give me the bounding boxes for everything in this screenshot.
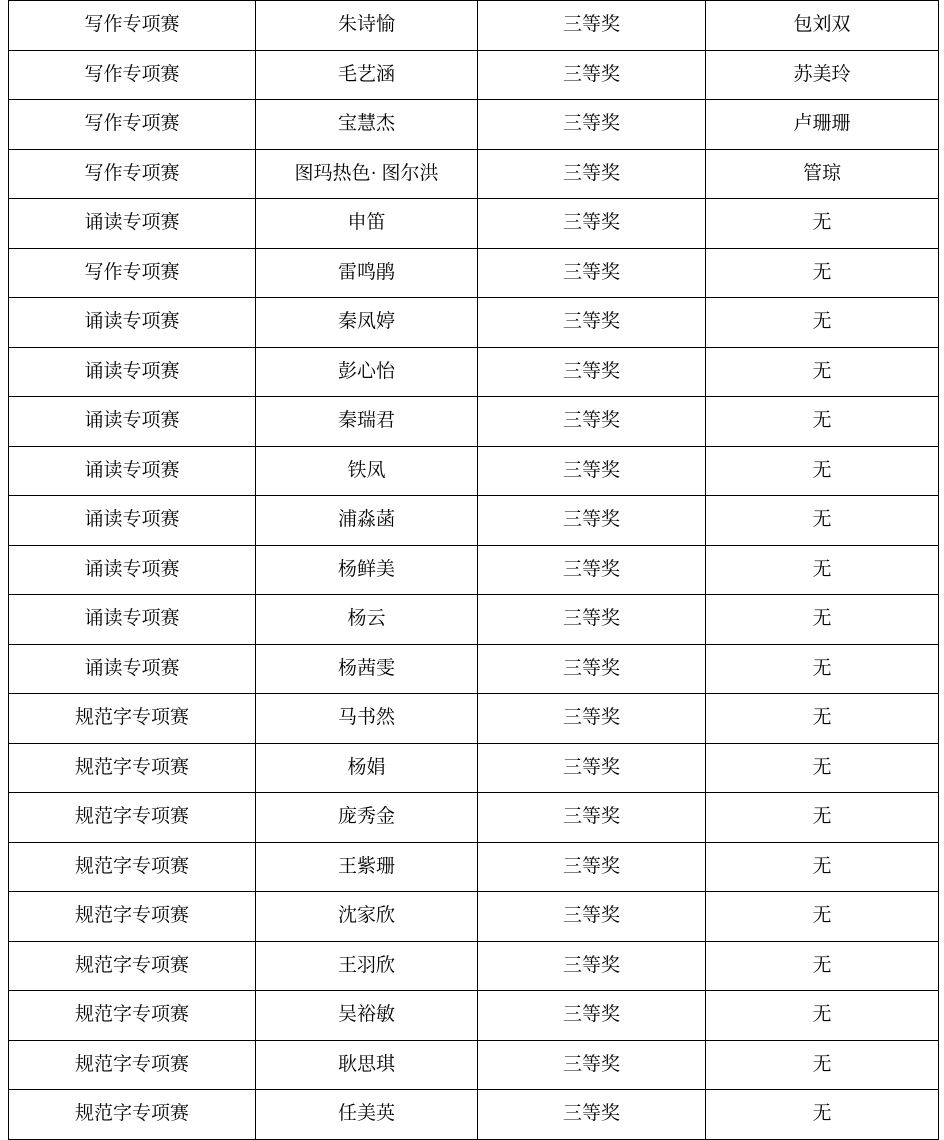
table-cell-award xyxy=(478,892,706,942)
cell-text: 三等奖 xyxy=(562,212,620,233)
cell-text: 三等奖 xyxy=(562,1103,620,1124)
table-row xyxy=(9,842,939,892)
table-cell-award xyxy=(478,545,706,595)
table-cell-teacher xyxy=(706,1,939,51)
table-cell-teacher xyxy=(706,496,939,546)
cell-text: 诵读专项赛 xyxy=(84,360,180,382)
cell-text: 三等奖 xyxy=(562,855,620,877)
cell-text: 规范字专项赛 xyxy=(74,905,189,926)
table-row xyxy=(9,1,939,51)
cell-text: 三等奖 xyxy=(562,905,620,926)
table-cell-name xyxy=(256,1090,478,1140)
table-cell-event xyxy=(9,793,256,843)
table-cell-award xyxy=(478,446,706,496)
table-cell-name xyxy=(256,842,478,892)
cell-text: 三等奖 xyxy=(562,756,620,778)
table-cell-event xyxy=(9,694,256,744)
table-cell-teacher xyxy=(706,149,939,199)
cell-text: 图玛热色· 图尔洪 xyxy=(294,162,439,184)
table-cell-award xyxy=(478,1090,706,1140)
cell-text: 规范字专项赛 xyxy=(74,855,189,877)
cell-text: 无 xyxy=(812,311,832,332)
table-row xyxy=(9,595,939,645)
table-cell-event xyxy=(9,595,256,645)
table-cell-name xyxy=(256,545,478,595)
table-cell-award xyxy=(478,1040,706,1090)
table-row xyxy=(9,100,939,150)
cell-text: 诵读专项赛 xyxy=(84,212,180,233)
table-cell-award xyxy=(478,100,706,150)
cell-text: 无 xyxy=(812,1103,832,1124)
cell-text: 三等奖 xyxy=(562,162,620,184)
table-row xyxy=(9,298,939,348)
cell-text: 规范字专项赛 xyxy=(74,954,189,976)
table-cell-name xyxy=(256,50,478,100)
table-cell-name xyxy=(256,248,478,298)
table-cell-teacher xyxy=(706,298,939,348)
cell-text: 秦凤婷 xyxy=(337,311,395,332)
table-row xyxy=(9,199,939,249)
cell-text: 无 xyxy=(812,855,832,877)
table-cell-award xyxy=(478,941,706,991)
table-cell-award xyxy=(478,793,706,843)
table-cell-teacher xyxy=(706,1040,939,1090)
cell-text: 无 xyxy=(812,1004,832,1025)
table-row xyxy=(9,892,939,942)
cell-text: 管琼 xyxy=(802,162,841,184)
table-row xyxy=(9,941,939,991)
table-row xyxy=(9,50,939,100)
table-cell-award xyxy=(478,397,706,447)
table-cell-teacher xyxy=(706,50,939,100)
table-cell-name xyxy=(256,743,478,793)
cell-text: 无 xyxy=(812,509,832,530)
cell-text: 耿思琪 xyxy=(337,1053,395,1075)
cell-text: 写作专项赛 xyxy=(84,14,180,35)
cell-text: 规范字专项赛 xyxy=(74,1103,189,1124)
table-row xyxy=(9,1090,939,1140)
cell-text: 写作专项赛 xyxy=(84,113,180,134)
cell-text: 写作专项赛 xyxy=(84,261,180,283)
table-cell-teacher xyxy=(706,248,939,298)
table-cell-teacher xyxy=(706,446,939,496)
table-row xyxy=(9,991,939,1041)
cell-text: 无 xyxy=(812,261,832,283)
cell-text: 诵读专项赛 xyxy=(84,410,180,431)
cell-text: 规范字专项赛 xyxy=(74,707,189,728)
cell-text: 马书然 xyxy=(337,707,395,728)
cell-text: 王紫珊 xyxy=(337,855,395,877)
cell-text: 三等奖 xyxy=(562,558,620,580)
table-cell-teacher xyxy=(706,842,939,892)
cell-text: 三等奖 xyxy=(562,657,620,679)
table-cell-name xyxy=(256,941,478,991)
table-row xyxy=(9,743,939,793)
table-cell-event xyxy=(9,199,256,249)
table-row xyxy=(9,644,939,694)
cell-text: 无 xyxy=(812,410,832,431)
cell-text: 诵读专项赛 xyxy=(84,608,180,629)
table-cell-award xyxy=(478,149,706,199)
table-cell-event xyxy=(9,248,256,298)
table-cell-teacher xyxy=(706,1090,939,1140)
cell-text: 宝慧杰 xyxy=(337,113,395,134)
table-cell-name xyxy=(256,100,478,150)
table-row xyxy=(9,496,939,546)
cell-text: 任美英 xyxy=(337,1103,395,1124)
table-cell-name xyxy=(256,496,478,546)
cell-text: 规范字专项赛 xyxy=(74,1053,189,1075)
cell-text: 三等奖 xyxy=(562,459,620,481)
cell-text: 无 xyxy=(812,657,832,679)
cell-text: 无 xyxy=(812,608,832,629)
table-cell-teacher xyxy=(706,595,939,645)
table-cell-teacher xyxy=(706,545,939,595)
table-row xyxy=(9,446,939,496)
table-cell-award xyxy=(478,743,706,793)
table-cell-name xyxy=(256,694,478,744)
cell-text: 三等奖 xyxy=(562,261,620,283)
cell-text: 无 xyxy=(812,806,832,827)
cell-text: 三等奖 xyxy=(562,14,620,35)
cell-text: 无 xyxy=(812,459,832,481)
table-cell-teacher xyxy=(706,199,939,249)
cell-text: 诵读专项赛 xyxy=(84,657,180,679)
cell-text: 杨云 xyxy=(347,608,386,629)
table-cell-event xyxy=(9,446,256,496)
table-cell-name xyxy=(256,595,478,645)
cell-text: 无 xyxy=(812,954,832,976)
cell-text: 无 xyxy=(812,558,832,580)
cell-text: 浦淼菡 xyxy=(337,509,395,530)
cell-text: 无 xyxy=(812,707,832,728)
cell-text: 无 xyxy=(812,905,832,926)
table-cell-event xyxy=(9,149,256,199)
cell-text: 苏美玲 xyxy=(793,63,851,85)
cell-text: 杨娟 xyxy=(347,756,386,778)
table-cell-event xyxy=(9,1,256,51)
table-body xyxy=(9,1,939,1140)
table-row xyxy=(9,347,939,397)
table-cell-award xyxy=(478,644,706,694)
cell-text: 规范字专项赛 xyxy=(74,756,189,778)
table-cell-teacher xyxy=(706,941,939,991)
table-cell-teacher xyxy=(706,100,939,150)
table-row xyxy=(9,397,939,447)
table-cell-name xyxy=(256,446,478,496)
table-row xyxy=(9,248,939,298)
cell-text: 秦瑞君 xyxy=(337,410,395,431)
cell-text: 杨鲜美 xyxy=(337,558,395,580)
table-cell-award xyxy=(478,199,706,249)
table-cell-name xyxy=(256,892,478,942)
cell-text: 三等奖 xyxy=(562,410,620,431)
cell-text: 彭心怡 xyxy=(337,360,395,382)
table-row xyxy=(9,694,939,744)
table-cell-teacher xyxy=(706,892,939,942)
table-cell-event xyxy=(9,842,256,892)
table-cell-award xyxy=(478,347,706,397)
table-row xyxy=(9,545,939,595)
cell-text: 杨茜雯 xyxy=(337,657,395,679)
cell-text: 写作专项赛 xyxy=(84,63,180,85)
cell-text: 三等奖 xyxy=(562,954,620,976)
table-cell-teacher xyxy=(706,793,939,843)
cell-text: 毛艺涵 xyxy=(337,63,395,85)
table-cell-teacher xyxy=(706,397,939,447)
cell-text: 三等奖 xyxy=(562,63,620,85)
cell-text: 包刘双 xyxy=(793,14,851,35)
cell-text: 庞秀金 xyxy=(337,806,395,827)
cell-text: 三等奖 xyxy=(562,707,620,728)
cell-text: 无 xyxy=(812,1053,832,1075)
cell-text: 无 xyxy=(812,756,832,778)
cell-text: 铁凤 xyxy=(347,459,386,481)
cell-text: 规范字专项赛 xyxy=(74,806,189,827)
cell-text: 申笛 xyxy=(347,212,386,233)
table-cell-award xyxy=(478,1,706,51)
table-cell-name xyxy=(256,991,478,1041)
cell-text: 朱诗愉 xyxy=(337,14,395,35)
table-cell-award xyxy=(478,991,706,1041)
table-cell-event xyxy=(9,1040,256,1090)
cell-text: 三等奖 xyxy=(562,360,620,382)
cell-text: 诵读专项赛 xyxy=(84,311,180,332)
table-cell-event xyxy=(9,743,256,793)
cell-text: 卢珊珊 xyxy=(793,113,851,134)
table-cell-teacher xyxy=(706,347,939,397)
table-cell-award xyxy=(478,694,706,744)
cell-text: 三等奖 xyxy=(562,608,620,629)
cell-text: 诵读专项赛 xyxy=(84,558,180,580)
table-cell-name xyxy=(256,298,478,348)
table-cell-name xyxy=(256,793,478,843)
table-cell-event xyxy=(9,1090,256,1140)
table-cell-award xyxy=(478,50,706,100)
cell-text: 三等奖 xyxy=(562,311,620,332)
table-cell-name xyxy=(256,1040,478,1090)
cell-text: 三等奖 xyxy=(562,1053,620,1075)
table-cell-name xyxy=(256,397,478,447)
table-cell-event xyxy=(9,347,256,397)
cell-text: 三等奖 xyxy=(562,806,620,827)
cell-text: 三等奖 xyxy=(562,509,620,530)
table-cell-event xyxy=(9,892,256,942)
table-cell-teacher xyxy=(706,743,939,793)
cell-text: 王羽欣 xyxy=(337,954,395,976)
cell-text: 三等奖 xyxy=(562,113,620,134)
table-cell-award xyxy=(478,298,706,348)
cell-text: 吴裕敏 xyxy=(337,1004,395,1025)
cell-text: 无 xyxy=(812,360,832,382)
table-cell-name xyxy=(256,347,478,397)
table-cell-event xyxy=(9,298,256,348)
table-cell-event xyxy=(9,644,256,694)
table-row xyxy=(9,1040,939,1090)
award-list-table xyxy=(8,0,939,1140)
table-cell-name xyxy=(256,199,478,249)
table-cell-award xyxy=(478,248,706,298)
table-cell-event xyxy=(9,545,256,595)
table-cell-name xyxy=(256,1,478,51)
cell-text: 诵读专项赛 xyxy=(84,509,180,530)
table-cell-award xyxy=(478,842,706,892)
cell-text: 雷鸣鹃 xyxy=(337,261,395,283)
table-cell-event xyxy=(9,397,256,447)
cell-text: 规范字专项赛 xyxy=(74,1004,189,1025)
cell-text: 写作专项赛 xyxy=(84,162,180,184)
table-cell-event xyxy=(9,496,256,546)
table-cell-event xyxy=(9,991,256,1041)
table-cell-teacher xyxy=(706,694,939,744)
table-cell-teacher xyxy=(706,644,939,694)
table-cell-teacher xyxy=(706,991,939,1041)
table-cell-name xyxy=(256,149,478,199)
table-cell-event xyxy=(9,941,256,991)
cell-text: 无 xyxy=(812,212,832,233)
table-cell-event xyxy=(9,50,256,100)
cell-text: 三等奖 xyxy=(562,1004,620,1025)
cell-text: 沈家欣 xyxy=(337,905,395,926)
table-row xyxy=(9,793,939,843)
table-cell-event xyxy=(9,100,256,150)
table-cell-name xyxy=(256,644,478,694)
table-cell-award xyxy=(478,496,706,546)
table-row xyxy=(9,149,939,199)
cell-text: 诵读专项赛 xyxy=(84,459,180,481)
table-cell-award xyxy=(478,595,706,645)
